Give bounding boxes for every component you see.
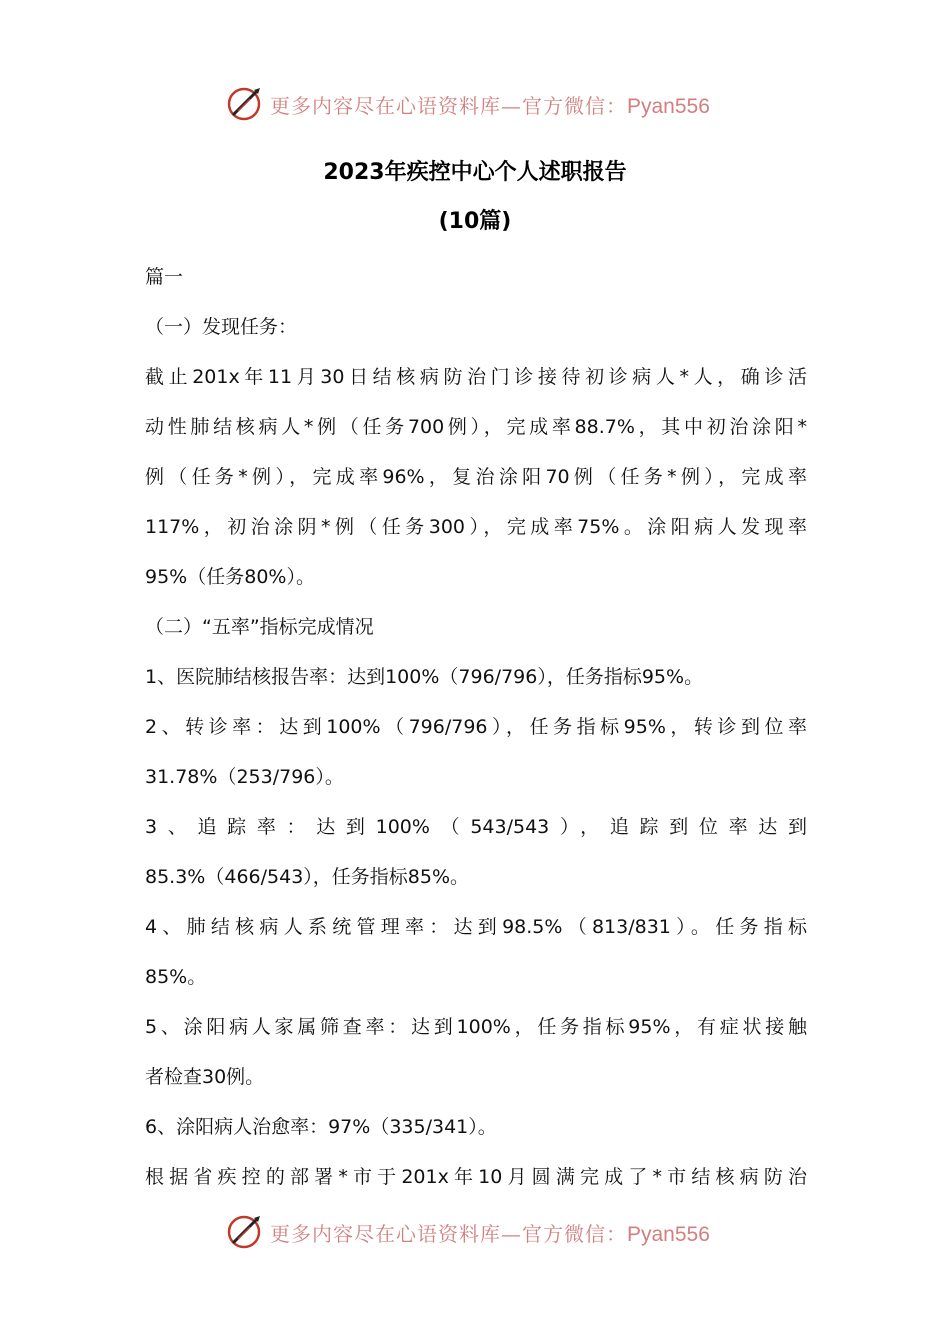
pen-logo-icon xyxy=(226,84,266,124)
list-item: 2、转诊率：达到100%（796/796），任务指标95%，转诊到位率 xyxy=(145,716,807,738)
list-item: 1、医院肺结核报告率：达到100%（796/796），任务指标95%。 xyxy=(145,666,704,688)
paragraph-line: 根据省疾控的部署*市于201x年10月圆满完成了*市结核病防治 xyxy=(145,1166,807,1188)
list-item: 6、涂阳病人治愈率：97%（335/341）。 xyxy=(145,1116,497,1138)
section-heading: 篇一 xyxy=(145,266,184,288)
subsection-heading: （二）“五率”指标完成情况 xyxy=(145,616,374,638)
paragraph-line: 例（任务*例），完成率96%，复治涂阳70例（任务*例），完成率 xyxy=(145,466,807,488)
paragraph-line: 95%（任务80%）。 xyxy=(145,566,315,588)
list-item-continuation: 31.78%（253/796）。 xyxy=(145,766,344,788)
pen-logo-icon xyxy=(226,1212,266,1252)
watermark-banner-bottom xyxy=(226,1210,710,1254)
watermark-wechat-id: Pyan556 xyxy=(627,94,710,118)
paragraph-line: 截止201x年11月30日结核病防治门诊接待初诊病人*人，确诊活 xyxy=(145,366,807,388)
subsection-heading: （一）发现任务： xyxy=(145,316,298,338)
paragraph-line: 117%，初治涂阴*例（任务300），完成率75%。涂阳病人发现率 xyxy=(145,516,807,538)
list-item-continuation: 者检查30例。 xyxy=(145,1066,265,1088)
watermark-text: 更多内容尽在心语资料库—官方微信：Pyan556 xyxy=(270,93,710,118)
list-item-continuation: 85.3%（466/543），任务指标85%。 xyxy=(145,866,470,888)
list-item: 3、追踪率：达到100%（543/543），追踪到位率达到 xyxy=(145,816,807,838)
list-item: 4、肺结核病人系统管理率：达到98.5%（813/831）。任务指标 xyxy=(145,916,807,938)
watermark-wechat-id: Pyan556 xyxy=(627,1222,710,1246)
list-item: 5、涂阳病人家属筛查率：达到100%，任务指标95%，有症状接触 xyxy=(145,1016,807,1038)
watermark-banner-top xyxy=(226,82,710,126)
watermark-text: 更多内容尽在心语资料库—官方微信：Pyan556 xyxy=(270,1221,710,1246)
document-body xyxy=(145,252,807,1202)
document-title: 2023年疾控中心个人述职报告 xyxy=(323,160,627,185)
document-subtitle: (10篇) xyxy=(438,209,512,234)
paragraph-line: 动性肺结核病人*例（任务700例），完成率88.7%，其中初治涂阳* xyxy=(145,416,807,438)
list-item-continuation: 85%。 xyxy=(145,966,207,988)
